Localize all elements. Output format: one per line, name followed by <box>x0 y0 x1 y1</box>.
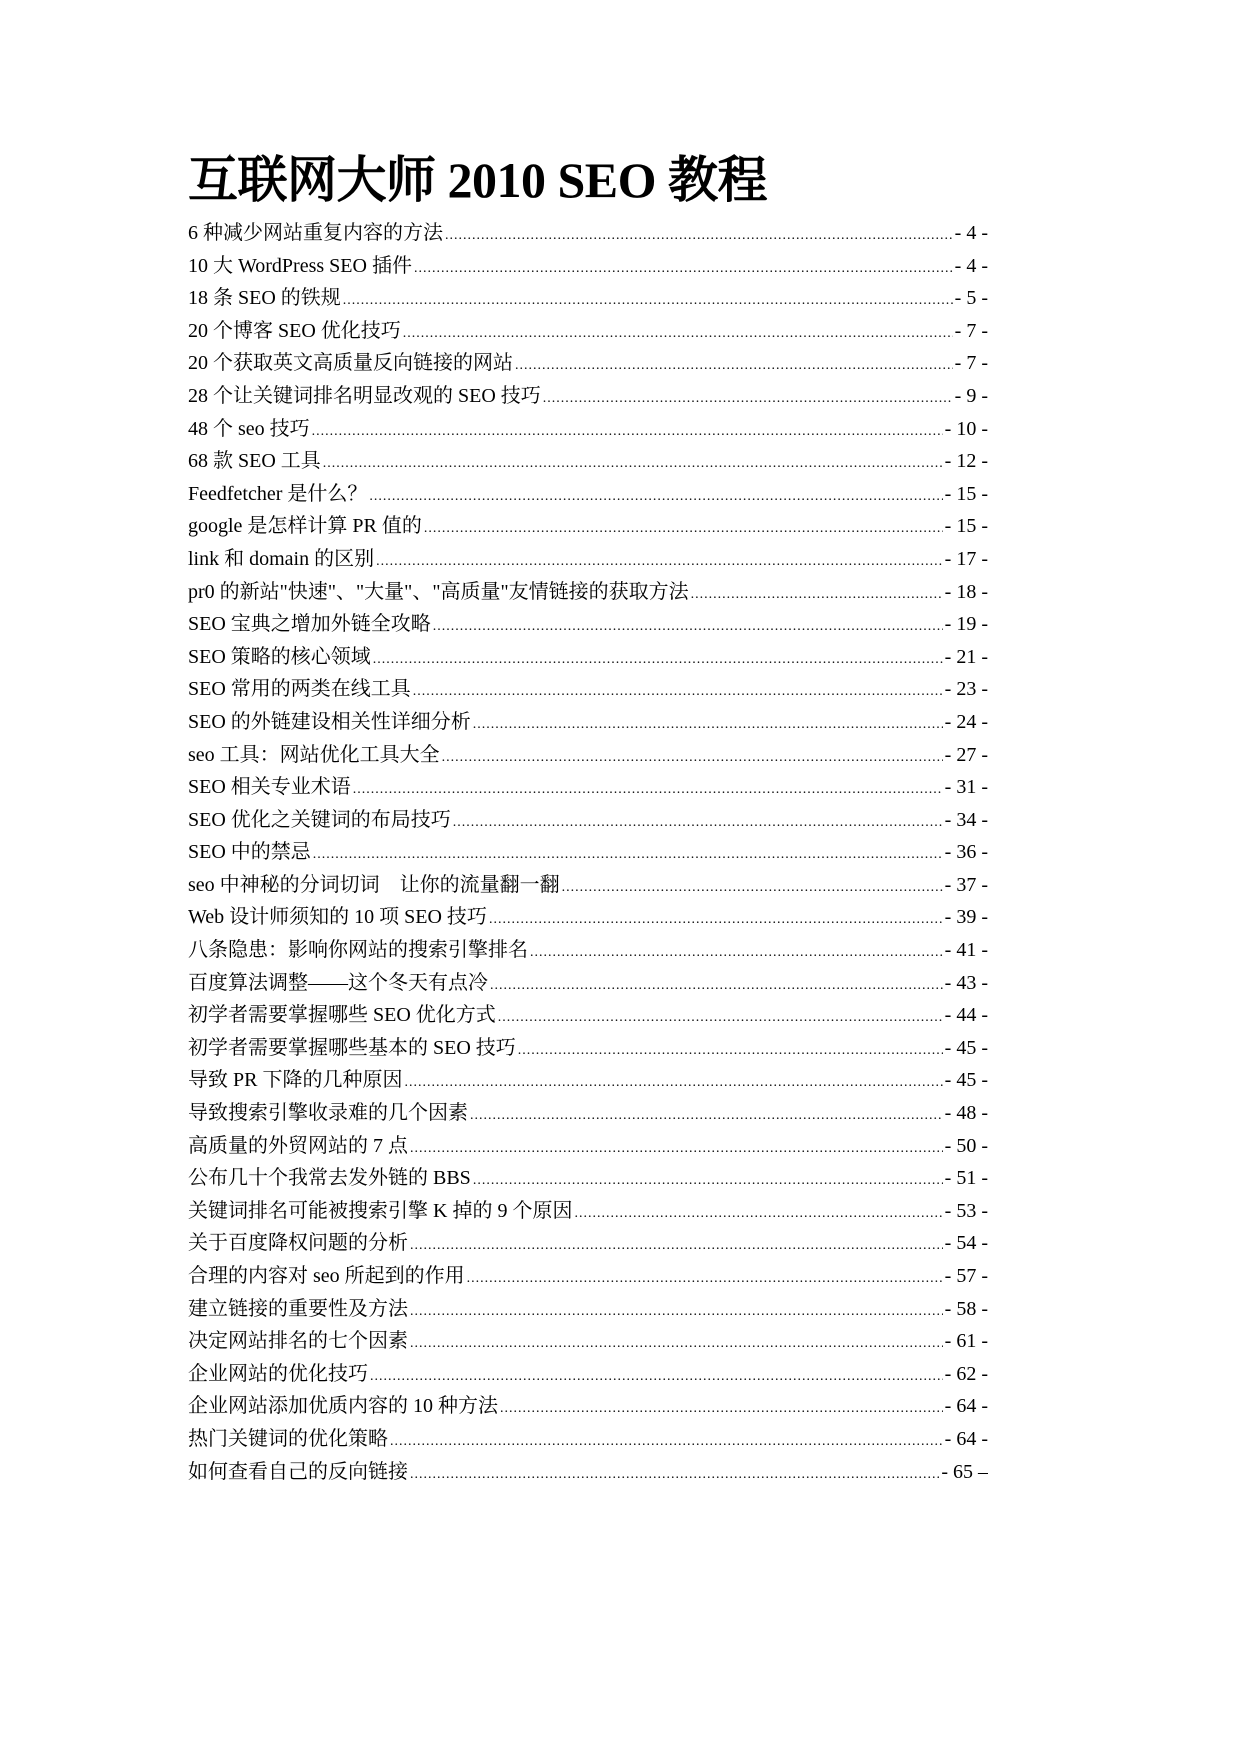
toc-entry[interactable] <box>188 1456 988 1489</box>
toc-entry-page-number: - 19 - <box>944 613 988 636</box>
toc-dot-leader <box>323 448 943 478</box>
toc-entry[interactable] <box>188 771 988 804</box>
toc-dot-leader <box>543 383 953 413</box>
toc-dot-leader <box>404 1067 942 1097</box>
toc-dot-leader <box>410 1296 943 1326</box>
toc-dot-leader <box>574 1198 942 1228</box>
toc-entry-title: 初学者需要掌握哪些基本的 SEO 技巧 <box>188 1036 516 1059</box>
toc-entry-page-number: - 43 - <box>944 971 988 994</box>
toc-entry-page-number: - 41 - <box>944 939 988 962</box>
toc-entry-page-number: - 64 - <box>944 1395 988 1418</box>
toc-dot-leader <box>424 513 943 543</box>
toc-entry[interactable] <box>188 1260 988 1293</box>
toc-entry-title: 关键词排名可能被搜索引擎 K 掉的 9 个原因 <box>188 1199 573 1222</box>
toc-entry[interactable] <box>188 641 988 674</box>
toc-entry-title: 6 种减少网站重复内容的方法 <box>188 222 443 244</box>
toc-entry-title: seo 中神秘的分词切词 让你的流量翻一翻 <box>188 873 560 896</box>
toc-dot-leader <box>353 774 943 804</box>
toc-entry-page-number: - 5 - <box>954 287 988 310</box>
toc-dot-leader <box>369 481 942 511</box>
toc-entry-title: 关于百度降权问题的分析 <box>188 1232 408 1255</box>
toc-entry-page-number: - 15 - <box>944 515 988 538</box>
toc-entry-title: SEO 宝典之增加外链全攻略 <box>188 613 431 636</box>
toc-entry-page-number: - 12 - <box>944 450 988 473</box>
toc-entry-page-number: - 9 - <box>954 384 988 407</box>
toc-entry-page-number: - 51 - <box>944 1167 988 1190</box>
toc-entry[interactable] <box>188 1227 988 1260</box>
toc-dot-leader <box>445 220 953 250</box>
toc-dot-leader <box>413 676 943 706</box>
toc-entry-page-number: - 39 - <box>944 906 988 929</box>
toc-entry[interactable] <box>188 1130 988 1163</box>
toc-entry-page-number: - 17 - <box>944 547 988 570</box>
toc-entry[interactable] <box>188 315 988 348</box>
toc-entry[interactable] <box>188 1032 988 1065</box>
toc-dot-leader <box>312 416 943 446</box>
toc-entry[interactable] <box>188 706 988 739</box>
toc-dot-leader <box>376 546 943 576</box>
toc-entry[interactable] <box>188 967 988 1000</box>
toc-entry[interactable] <box>188 217 988 250</box>
toc-entry-title: 20 个获取英文高质量反向链接的网站 <box>188 352 513 375</box>
toc-entry-title: 10 大 WordPress SEO 插件 <box>188 254 412 277</box>
toc-entry[interactable] <box>188 282 988 315</box>
toc-entry-title: 如何查看自己的反向链接 <box>188 1460 408 1483</box>
toc-dot-leader <box>518 1035 943 1065</box>
toc-entry-page-number: - 53 - <box>944 1199 988 1222</box>
toc-entry[interactable] <box>188 1390 988 1423</box>
toc-entry-title: seo 工具：网站优化工具大全 <box>188 743 440 766</box>
toc-entry-title: 决定网站排名的七个因素 <box>188 1330 408 1353</box>
toc-dot-leader <box>562 872 943 902</box>
toc-dot-leader <box>470 1100 943 1130</box>
toc-entry-page-number: - 37 - <box>944 873 988 896</box>
toc-dot-leader <box>515 350 953 380</box>
toc-entry-page-number: - 50 - <box>944 1134 988 1157</box>
toc-entry[interactable] <box>188 1097 988 1130</box>
toc-entry-title: 68 款 SEO 工具 <box>188 450 321 473</box>
toc-dot-leader <box>691 579 943 609</box>
toc-entry-page-number: - 62 - <box>944 1362 988 1385</box>
toc-entry-page-number: - 23 - <box>944 678 988 701</box>
toc-entry-page-number: - 45 - <box>944 1036 988 1059</box>
toc-entry-title: 建立链接的重要性及方法 <box>188 1297 408 1320</box>
toc-entry-page-number: - 34 - <box>944 808 988 831</box>
toc-entry-page-number: - 4 - <box>954 222 988 244</box>
toc-entry-title: Web 设计师须知的 10 项 SEO 技巧 <box>188 906 487 929</box>
toc-dot-leader <box>313 839 943 869</box>
toc-entry[interactable] <box>188 1358 988 1391</box>
toc-dot-leader <box>370 1361 943 1391</box>
toc-entry-title: 热门关键词的优化策略 <box>188 1427 388 1450</box>
toc-entry-title: 合理的内容对 seo 所起到的作用 <box>188 1265 465 1287</box>
toc-entry-title: SEO 优化之关键词的布局技巧 <box>188 808 451 831</box>
toc-dot-leader <box>530 937 943 967</box>
toc-entry-page-number: - 24 - <box>944 710 988 733</box>
toc-dot-leader <box>414 253 953 283</box>
toc-dot-leader <box>410 1133 943 1163</box>
toc-entry-page-number: - 44 - <box>944 1004 988 1027</box>
toc-entry-page-number: - 65 – <box>941 1460 988 1483</box>
toc-entry-title: SEO 相关专业术语 <box>188 776 351 799</box>
toc-entry-page-number: - 15 - <box>944 482 988 505</box>
toc-entry[interactable] <box>188 608 988 641</box>
toc-entry-title: 公布几十个我常去发外链的 BBS <box>188 1167 471 1190</box>
toc-entry-title: 初学者需要掌握哪些 SEO 优化方式 <box>188 1004 496 1027</box>
toc-entry[interactable] <box>188 576 988 609</box>
toc-entry-page-number: - 54 - <box>944 1232 988 1255</box>
toc-dot-leader <box>373 644 943 674</box>
toc-entry-page-number: - 61 - <box>944 1330 988 1353</box>
toc-entry-title: SEO 的外链建设相关性详细分析 <box>188 710 471 733</box>
toc-dot-leader <box>453 807 943 837</box>
toc-entry-title: 20 个博客 SEO 优化技巧 <box>188 319 401 342</box>
toc-entry-page-number: - 10 - <box>944 417 988 440</box>
toc-entry-title: SEO 中的禁忌 <box>188 841 311 864</box>
toc-entry[interactable] <box>188 413 988 446</box>
toc-dot-leader <box>433 611 943 641</box>
toc-entry-page-number: - 64 - <box>944 1427 988 1450</box>
toc-entry-title: 企业网站的优化技巧 <box>188 1362 368 1385</box>
toc-entry-page-number: - 48 - <box>944 1102 988 1125</box>
toc-dot-leader <box>390 1426 943 1456</box>
toc-entry-title: 28 个让关键词排名明显改观的 SEO 技巧 <box>188 384 541 407</box>
toc-entry[interactable] <box>188 543 988 576</box>
toc-entry-title: 导致搜索引擎收录难的几个因素 <box>188 1102 468 1125</box>
toc-entry[interactable] <box>188 1162 988 1195</box>
toc-entry-title: 18 条 SEO 的铁规 <box>188 287 341 310</box>
toc-entry[interactable] <box>188 347 988 380</box>
toc-entry-page-number: - 21 - <box>944 645 988 668</box>
toc-dot-leader <box>490 970 943 1000</box>
toc-entry-title: 企业网站添加优质内容的 10 种方法 <box>188 1395 498 1418</box>
toc-dot-leader <box>500 1393 943 1423</box>
toc-dot-leader <box>498 1002 943 1032</box>
toc-entry-page-number: - 7 - <box>954 319 988 342</box>
toc-dot-leader <box>343 285 953 315</box>
toc-entry-title: 48 个 seo 技巧 <box>188 417 310 440</box>
toc-entry-page-number: - 45 - <box>944 1069 988 1092</box>
toc-entry-title: SEO 策略的核心领域 <box>188 645 371 668</box>
toc-entry[interactable] <box>188 934 988 967</box>
toc-entry[interactable] <box>188 1195 988 1228</box>
toc-dot-leader <box>442 742 943 772</box>
toc-entry[interactable] <box>188 673 988 706</box>
toc-entry-title: Feedfetcher 是什么？ <box>188 482 368 505</box>
toc-entry[interactable] <box>188 478 988 511</box>
toc-entry[interactable] <box>188 739 988 772</box>
toc-entry-title: 百度算法调整——这个冬天有点冷 <box>188 971 488 994</box>
toc-dot-leader <box>403 318 953 348</box>
toc-dot-leader <box>473 1165 943 1195</box>
toc-entry[interactable] <box>188 250 988 283</box>
toc-dot-leader <box>410 1230 943 1260</box>
toc-entry[interactable] <box>188 869 988 902</box>
toc-entry[interactable] <box>188 836 988 869</box>
toc-entry[interactable] <box>188 510 988 543</box>
toc-entry-page-number: - 36 - <box>944 841 988 864</box>
toc-entry-page-number: - 18 - <box>944 580 988 603</box>
toc-entry[interactable] <box>188 804 988 837</box>
toc-entry-page-number: - 57 - <box>944 1265 988 1287</box>
toc-dot-leader <box>410 1328 943 1358</box>
toc-entry[interactable] <box>188 1064 988 1097</box>
toc-entry-title: google 是怎样计算 PR 值的 <box>188 515 422 538</box>
toc-entry[interactable] <box>188 380 988 413</box>
toc-entry-title: SEO 常用的两类在线工具 <box>188 678 411 701</box>
toc-entry-title: 导致 PR 下降的几种原因 <box>188 1069 403 1092</box>
toc-dot-leader <box>410 1459 939 1489</box>
toc-entry[interactable] <box>188 1293 988 1326</box>
toc-dot-leader <box>473 709 943 739</box>
toc-entry[interactable] <box>188 1325 988 1358</box>
toc-dot-leader <box>467 1263 943 1293</box>
toc-entry[interactable] <box>188 999 988 1032</box>
table-of-contents <box>188 217 988 1488</box>
toc-entry-title: pr0 的新站"快速"、"大量"、"高质量"友情链接的获取方法 <box>188 580 689 603</box>
toc-entry-title: 高质量的外贸网站的 7 点 <box>188 1134 408 1157</box>
toc-entry-page-number: - 31 - <box>944 776 988 799</box>
toc-entry[interactable] <box>188 445 988 478</box>
toc-entry-title: link 和 domain 的区别 <box>188 547 375 570</box>
toc-entry[interactable] <box>188 1423 988 1456</box>
toc-entry[interactable] <box>188 901 988 934</box>
document-title: 互联网大师 2010 SEO 教程 <box>188 152 768 208</box>
toc-dot-leader <box>489 904 943 934</box>
toc-entry-page-number: - 4 - <box>954 254 988 277</box>
toc-entry-page-number: - 27 - <box>944 743 988 766</box>
toc-entry-page-number: - 58 - <box>944 1297 988 1320</box>
toc-entry-page-number: - 7 - <box>954 352 988 375</box>
toc-entry-title: 八条隐患：影响你网站的搜索引擎排名 <box>188 939 528 962</box>
